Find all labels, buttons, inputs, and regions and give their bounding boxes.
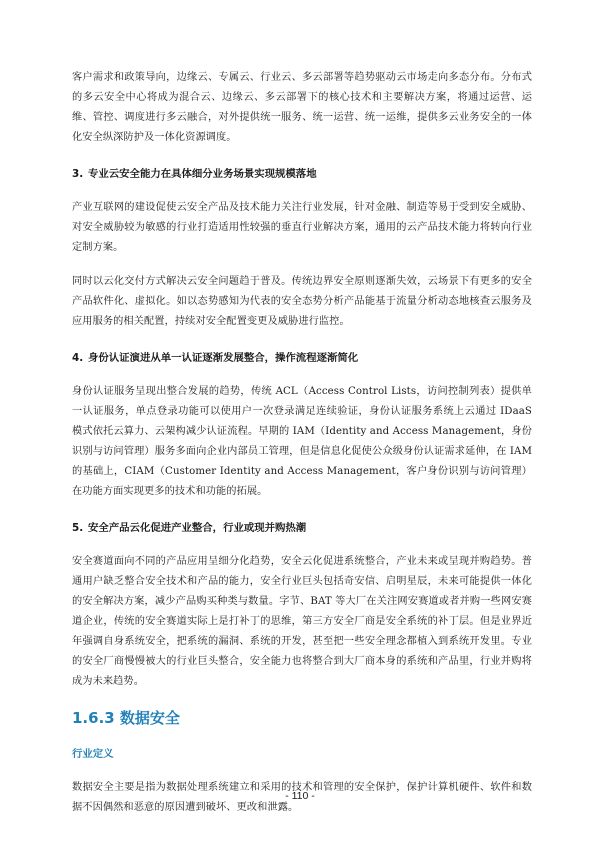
page-content	[72, 68, 532, 818]
paragraph-multicloud: 客户需求和政策导向，边缘云、专属云、行业云、多云部署等趋势驱动云市场走向多态分布。分布式的多云安全中心将成为混合云、边缘云、多云部署下的核心技术和主要解决方案，将通过运营、运维、管控、调度进行多云融合，对外提供统一服务、统一运营、统一运维，提供多云业务安全的一体化安全纵深防护及一体化资源调度。	[72, 72, 532, 143]
heading-4-number: 4.	[72, 352, 84, 364]
paragraph-industry-consolidation: 安全赛道面向不同的产品应用呈细分化趋势，安全云化促进系统整合，产业未来或呈现并购趋势。普通用户缺乏整合安全技术和产品的能力，安全行业巨头包括奇安信、启明星辰，未来可能提供一体化的安全解决方案，减少产品购买种类与数量。字节、BAT 等大厂在关注网安赛道或者并购一些网安赛道企业，传统的安全赛道实际上是打补丁的思维，第三方安全厂商是安全系统的补丁层。但是业界近年强调自身系统安全，把系统的漏洞、系统的开发，甚至把一些安全理念都植入到系统开发里。专业的安全厂商慢慢被大的行业巨头整合，安全能力也将整合到大厂商本身的系统和产品里，行业并购将成为未来趋势。	[72, 556, 532, 687]
paragraph-identity-auth: 身份认证服务呈现出整合发展的趋势，传统 ACL（Access Control Lists，访问控制列表）提供单一认证服务，单点登录功能可以使用户一次登录满足连续验证，身份认证服务系统上云通过 IDaaS 模式依托云算力、云架构减少认证流程。早期的 IAM（Identity and Access Management，身份识别与访问管理）服务多面向企业内部员工管理，但是信息化促使公众级身份认证需求延伸，在 IAM 的基础上，CIAM（Customer Identity and Access Management，客户身份识别与访问管理）在功能方面实现更多的技术和功能的拓展。	[72, 386, 532, 497]
paragraph-industry-internet: 产业互联网的建设促使云安全产品及技术能力关注行业发展，针对金融、制造等易于受到安全威胁、对安全威胁较为敏感的行业打造适用性较强的垂直行业解决方案，通用的云产品技术能力将转向行业定制方案。	[72, 202, 532, 253]
heading-3-text: 专业云安全能力在具体细分业务场景实现规模落地	[88, 168, 317, 180]
heading-4	[72, 348, 532, 368]
heading-3	[72, 164, 532, 184]
section-title: 1.6.3 数据安全	[72, 709, 180, 727]
paragraph-data-security-definition: 数据安全主要是指为数据处理系统建立和采用的技术和管理的安全保护，保护计算机硬件、软件和数据不因偶然和恶意的原因遭到破坏、更改和泄露。	[72, 782, 532, 813]
page-number: - 110 -	[285, 790, 315, 802]
heading-5-number: 5.	[72, 522, 84, 534]
heading-5-text: 安全产品云化促进产业整合，行业或现并购热潮	[88, 522, 307, 534]
heading-4-text: 身份认证演进从单一认证逐渐发展整合，操作流程逐渐简化	[88, 352, 359, 364]
heading-5	[72, 518, 532, 538]
paragraph-cloud-delivery: 同时以云化交付方式解决云安全问题趋于普及。传统边界安全原则逐渐失效，云场景下有更多的安全产品软件化、虚拟化。如以态势感知为代表的安全态势分析产品能基于流量分析动态地核查云服务及应用服务的相关配置，持续对安全配置变更及威胁进行监控。	[72, 276, 532, 327]
subheading-definition: 行业定义	[72, 748, 114, 760]
heading-3-number: 3.	[72, 168, 84, 180]
